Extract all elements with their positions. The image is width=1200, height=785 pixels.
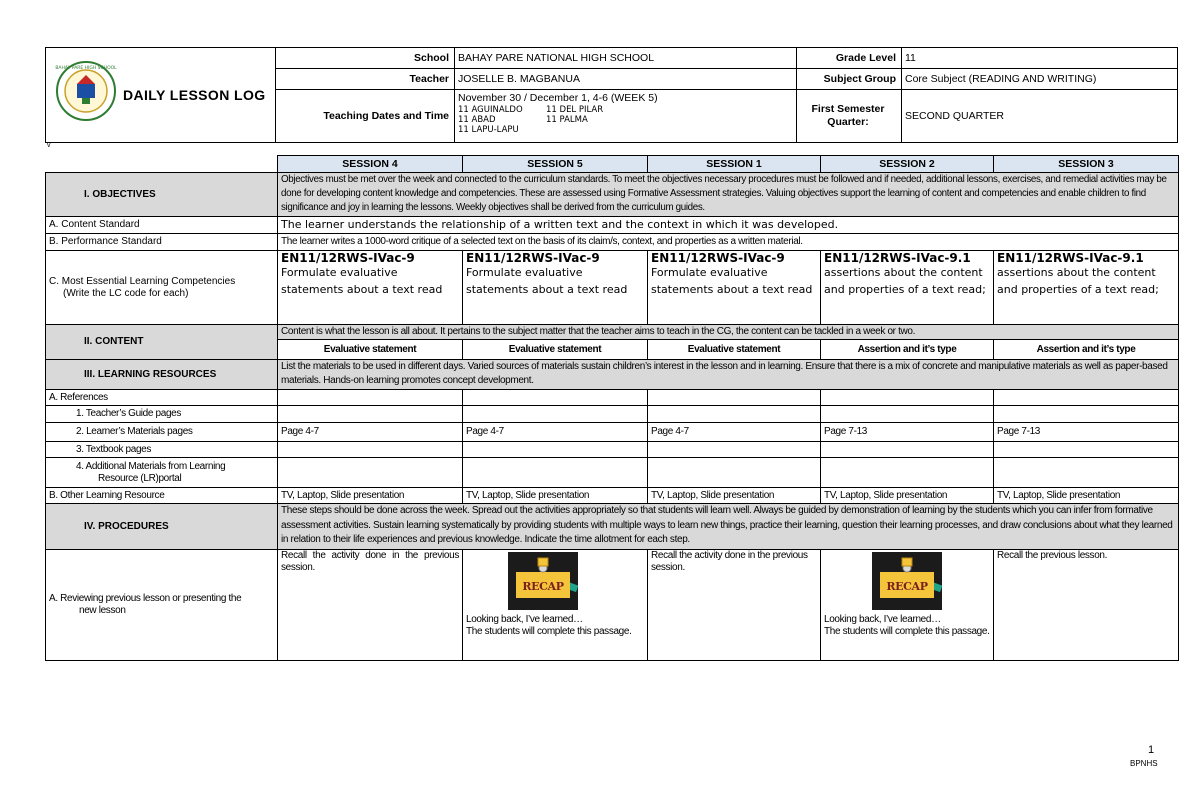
page-number: 1 bbox=[1148, 744, 1155, 756]
sessions-row bbox=[46, 156, 1179, 173]
svg-text:RECAP: RECAP bbox=[522, 580, 564, 593]
melc-code: EN11/12RWS-IVac-9 bbox=[281, 251, 415, 265]
additional-label-line2: Resource (LR)portal bbox=[98, 472, 182, 484]
school-seal-icon bbox=[55, 60, 117, 122]
school-label: School bbox=[276, 48, 455, 69]
objectives-label: I. OBJECTIVES bbox=[46, 173, 278, 217]
sections-list bbox=[458, 105, 793, 136]
other-resource: TV, Laptop, Slide presentation bbox=[648, 488, 821, 504]
grade-label: Grade Level bbox=[797, 48, 902, 69]
performance-standard-text: The learner writes a 1000-word critique of a selected text on the basis of its claim/s, context, and properties as a written material. bbox=[278, 234, 1179, 251]
other-resource: TV, Laptop, Slide presentation bbox=[994, 488, 1179, 504]
section-item: 11 PALMA bbox=[546, 114, 588, 125]
section-item: 11 DEL PILAR bbox=[546, 104, 604, 115]
melc-cell bbox=[278, 251, 463, 325]
other-resource: TV, Laptop, Slide presentation bbox=[463, 488, 648, 504]
footer-school-code: BPNHS bbox=[1130, 759, 1158, 768]
dates-cell bbox=[455, 90, 797, 143]
melc-text: Formulate evaluative statements about a text read bbox=[466, 266, 628, 296]
additional-label bbox=[46, 458, 278, 488]
school-value: BAHAY PARE NATIONAL HIGH SCHOOL bbox=[455, 48, 797, 69]
quarter-label bbox=[797, 90, 902, 143]
melc-label-line1: C. Most Essential Learning Competencies bbox=[49, 275, 236, 287]
looking-back-text: Looking back, I’ve learned… bbox=[466, 614, 583, 625]
review-label-line2: new lesson bbox=[79, 605, 126, 616]
textbook-label: 3. Textbook pages bbox=[46, 442, 278, 458]
subject-label: Subject Group bbox=[797, 69, 902, 90]
session-header: SESSION 1 bbox=[648, 156, 821, 173]
recap-image bbox=[872, 552, 942, 610]
procedures-text: These steps should be done across the week. Spread out the activities appropriately so that students will learn well. Always be guided by demonstration of learning by the students which you can infer from formative assessment activities. Sustain learning systematically by providing students with multiple ways to learn new things, practice their learning, question their learning processes, and draw conclusions about what they learned in relation to their life experiences and previous knowledge. Indicate the time allotment for each step. bbox=[278, 504, 1179, 550]
section-item: 11 ABAD bbox=[458, 114, 496, 125]
stray-mark: v bbox=[47, 142, 51, 149]
other-resource: TV, Laptop, Slide presentation bbox=[821, 488, 994, 504]
teacher-value: JOSELLE B. MAGBANUA bbox=[455, 69, 797, 90]
quarter-label-line1: First Semester bbox=[811, 103, 885, 116]
session-header: SESSION 4 bbox=[278, 156, 463, 173]
lm-page: Page 4-7 bbox=[278, 423, 463, 442]
other-resource: TV, Laptop, Slide presentation bbox=[278, 488, 463, 504]
svg-text:BAHAY PARE HIGH SCHOOL: BAHAY PARE HIGH SCHOOL bbox=[55, 66, 117, 71]
tg-label: 1. Teacher’s Guide pages bbox=[46, 406, 278, 423]
melc-cell bbox=[648, 251, 821, 325]
melc-cell bbox=[821, 251, 994, 325]
melc-code: EN11/12RWS-IVac-9 bbox=[651, 251, 785, 265]
performance-standard-label: B. Performance Standard bbox=[46, 234, 278, 251]
melc-label-line2: (Write the LC code for each) bbox=[63, 287, 189, 299]
content-topic: Assertion and it’s type bbox=[821, 340, 994, 360]
review-session2 bbox=[821, 550, 994, 661]
other-resource-label: B. Other Learning Resource bbox=[46, 488, 278, 504]
review-session5 bbox=[463, 550, 648, 661]
recap-icon bbox=[508, 552, 578, 610]
teacher-label: Teacher bbox=[276, 69, 455, 90]
session-header: SESSION 3 bbox=[994, 156, 1179, 173]
lesson-log-table bbox=[45, 155, 1179, 661]
lm-page: Page 4-7 bbox=[648, 423, 821, 442]
melc-text: assertions about the content and properties of a text read; bbox=[824, 266, 986, 296]
logo-title-cell bbox=[46, 48, 276, 143]
content-label: II. CONTENT bbox=[46, 325, 278, 360]
additional-label-line1: 4. Additional Materials from Learning bbox=[76, 460, 226, 472]
dates-value: November 30 / December 1, 4-6 (WEEK 5) bbox=[458, 92, 658, 104]
lm-page: Page 7-13 bbox=[994, 423, 1179, 442]
dates-label: Teaching Dates and Time bbox=[276, 90, 455, 143]
complete-passage-text: The students will complete this passage. bbox=[466, 626, 632, 637]
review-label bbox=[46, 550, 278, 661]
content-topic: Evaluative statement bbox=[278, 340, 463, 360]
content-topic: Evaluative statement bbox=[463, 340, 648, 360]
procedures-label: IV. PROCEDURES bbox=[46, 504, 278, 550]
melc-label bbox=[46, 251, 278, 325]
objectives-text: Objectives must be met over the week and connected to the curriculum standards. To meet the objectives necessary procedures must be followed and if needed, additional lessons, exercises, and remedial activities may be done for developing content knowledge and competencies. These are assessed using Formative Assessment strategies. Valuing objectives support the learning of content and competencies and enable children to find significance and joy in learning the lessons. Weekly objectives shall be derived from the curriculum guides. bbox=[278, 173, 1179, 217]
resources-label: III. LEARNING RESOURCES bbox=[46, 360, 278, 390]
quarter-label-line2: Quarter: bbox=[827, 116, 869, 128]
complete-passage-text: The students will complete this passage. bbox=[824, 626, 990, 637]
svg-text:RECAP: RECAP bbox=[886, 580, 928, 593]
melc-text: Formulate evaluative statements about a text read bbox=[651, 266, 813, 296]
review-session3: Recall the previous lesson. bbox=[994, 550, 1179, 661]
section-item: 11 AGUINALDO bbox=[458, 104, 523, 115]
recap-image bbox=[508, 552, 578, 610]
melc-code: EN11/12RWS-IVac-9.1 bbox=[997, 251, 1144, 265]
subject-value: Core Subject (READING AND WRITING) bbox=[902, 69, 1178, 90]
references-label: A. References bbox=[46, 390, 278, 406]
review-session1: Recall the activity done in the previous session. bbox=[648, 550, 821, 661]
content-text: Content is what the lesson is all about. It pertains to the subject matter that the teacher aims to teach in the CG, the content can be tackled in a week or two. bbox=[278, 325, 1179, 340]
grade-value: 11 bbox=[902, 48, 1178, 69]
content-topic: Evaluative statement bbox=[648, 340, 821, 360]
page-title: DAILY LESSON LOG bbox=[123, 87, 266, 103]
session-header: SESSION 2 bbox=[821, 156, 994, 173]
section-item: 11 LAPU-LAPU bbox=[458, 124, 519, 135]
session-header: SESSION 5 bbox=[463, 156, 648, 173]
lm-page: Page 4-7 bbox=[463, 423, 648, 442]
review-session4: Recall the activity done in the previous session. bbox=[278, 550, 463, 661]
lm-page: Page 7-13 bbox=[821, 423, 994, 442]
melc-text: Formulate evaluative statements about a text read bbox=[281, 266, 443, 296]
melc-code: EN11/12RWS-IVac-9 bbox=[466, 251, 600, 265]
content-standard-text: The learner understands the relationship of a written text and the context in which it was developed. bbox=[278, 217, 1179, 234]
melc-cell bbox=[994, 251, 1179, 325]
content-standard-label: A. Content Standard bbox=[46, 217, 278, 234]
resources-text: List the materials to be used in different days. Varied sources of materials sustain children’s interest in the lesson and in learning. Ensure that there is a mix of concrete and manipulative materials as well as paper-based materials. Hands-on learning promotes concept development. bbox=[278, 360, 1179, 390]
looking-back-text: Looking back, I’ve learned… bbox=[824, 614, 941, 625]
header-table bbox=[45, 47, 1178, 143]
recap-icon bbox=[872, 552, 942, 610]
melc-cell bbox=[463, 251, 648, 325]
content-topic: Assertion and it’s type bbox=[994, 340, 1179, 360]
quarter-value: SECOND QUARTER bbox=[902, 90, 1178, 143]
melc-code: EN11/12RWS-IVac-9.1 bbox=[824, 251, 971, 265]
review-label-line1: A. Reviewing previous lesson or presenting the bbox=[49, 593, 242, 604]
melc-text: assertions about the content and properties of a text read; bbox=[997, 266, 1159, 296]
lm-label: 2. Learner’s Materials pages bbox=[46, 423, 278, 442]
